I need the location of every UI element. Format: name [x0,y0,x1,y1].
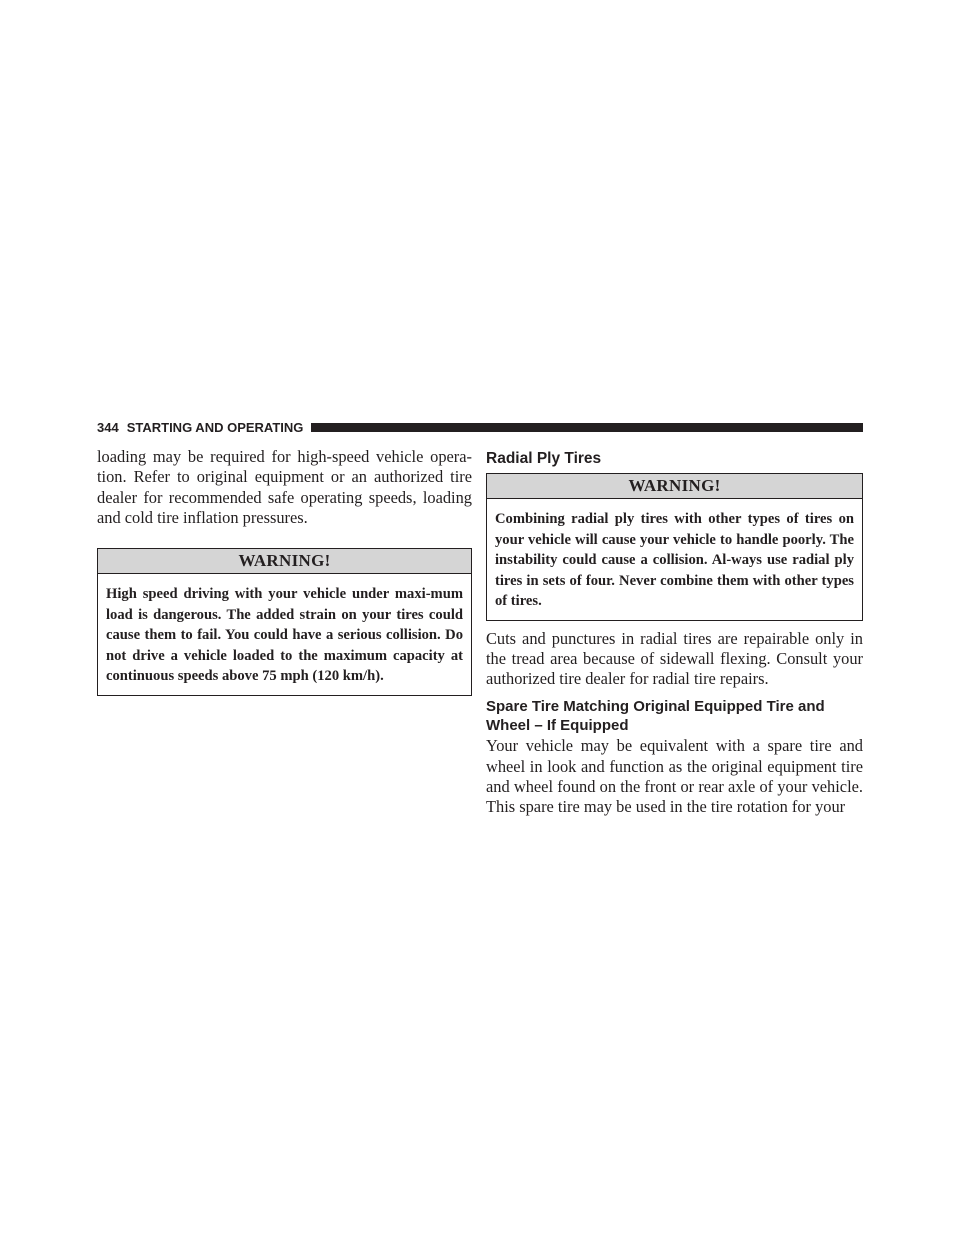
warning-text: Combining radial ply tires with other types of tires on your vehicle will cause your vehicle to handle poorly. The instability could cause a collision. Al-ways use radial ply tires in sets of four. Never combine them with other types of tires. [495,511,854,609]
speed-warning-box [97,548,472,696]
section-title: STARTING AND OPERATING [126,419,304,435]
cuts-paragraph: Cuts and punctures in radial tires are repairable only in the tread area because of sidewall flexing. Consult your authorized tire dealer for radial tire repairs. [486,628,863,689]
spare-tire-heading: Spare Tire Matching Original Equipped Tire and Wheel – If Equipped [486,698,825,735]
page-header [97,419,863,435]
spare-paragraph: Your vehicle may be equivalent with a spare tire and wheel in look and function as the original equipment tire and wheel found on the front or rear axle of your vehicle. This spare tire may be used in the tire rotation for your [486,736,863,817]
radial-warning-box [486,473,863,621]
intro-paragraph: loading may be required for high-speed vehicle opera-tion. Refer to original equipment or an authorized tire dealer for recommended safe operating speeds, loading and cold tire inflation pressures. [97,447,472,527]
radial-ply-heading: Radial Ply Tires [486,450,602,467]
warning-text: High speed driving with your vehicle under maxi-mum load is dangerous. The added strain on your tires could cause them to fail. You could have a serious collision. Do not drive a vehicle loaded to the maximum capacity at continuous speeds above 75 mph (120 km/h). [106,586,463,685]
header-rule [311,423,863,432]
left-column [97,447,472,696]
page-number: 344 [97,419,119,435]
warning-title: WARNING! [98,549,471,574]
right-column [486,447,863,818]
warning-title: WARNING! [487,474,862,499]
